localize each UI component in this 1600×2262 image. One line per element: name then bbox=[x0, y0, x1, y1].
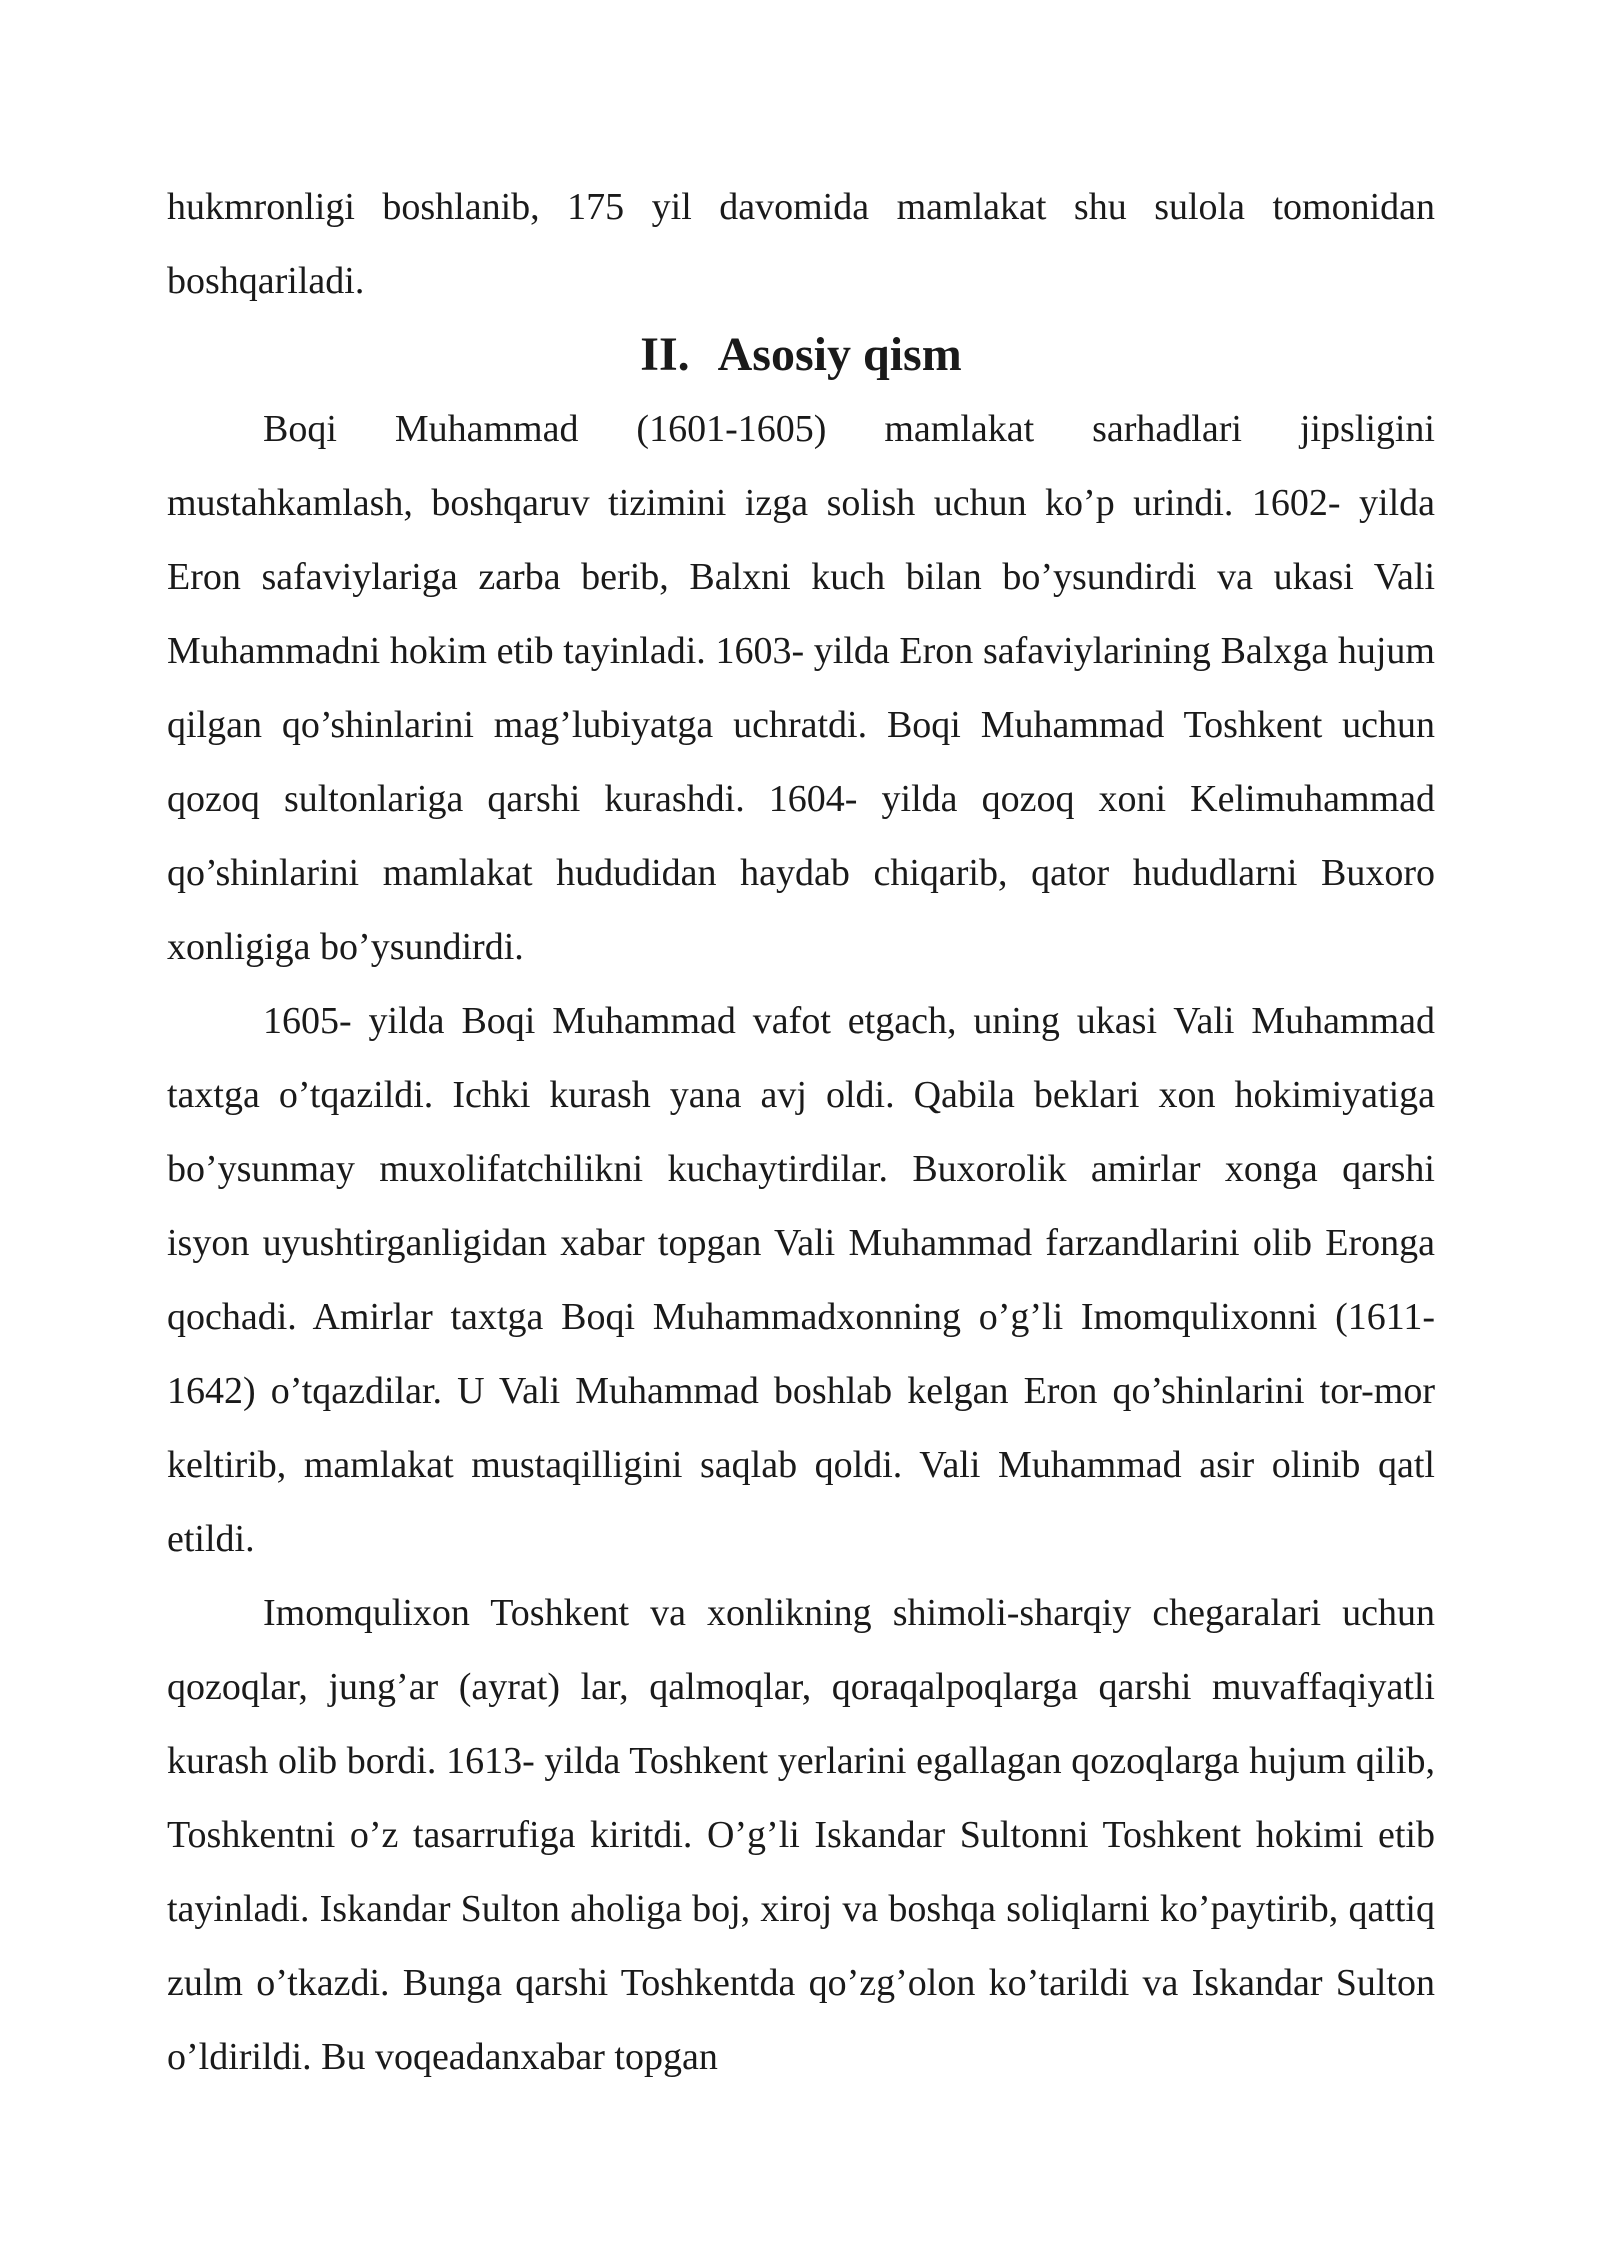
intro-paragraph: hukmronligi boshlanib, 175 yil davomida mamlakat shu sulola tomonidan boshqariladi. bbox=[167, 186, 1435, 302]
section-heading-number: II. bbox=[640, 328, 690, 381]
page-content bbox=[167, 170, 1435, 2094]
body-paragraph: Imomqulixon Toshkent va xonlikning shimoli-sharqiy chegaralari uchun qozoqlar, jung’ar (ayrat) lar, qalmoqlar, qoraqalpoqlarga qarshi muvaffaqiyatli kurash olib bordi. 1613- yilda Toshkent yerlarini egallagan qozoqlarga hujum qilib, Toshkentni o’z tasarrufiga kiritdi. O’g’li Iskandar Sultonni Toshkent hokimi etib tayinladi. Iskandar Sulton aholiga boj, xiroj va boshqa soliqlarni ko’paytirib, qattiq zulm o’tkazdi. Bunga qarshi Toshkentda qo’zg’olon ko’tarildi va Iskandar Sulton o’ldirildi. Bu voqeadanxabar topgan bbox=[167, 1592, 1435, 2078]
section-heading-title: Asosiy qism bbox=[717, 328, 962, 381]
body-paragraph: 1605- yilda Boqi Muhammad vafot etgach, uning ukasi Vali Muhammad taxtga o’tqazildi. Ichki kurash yana avj oldi. Qabila beklari xon hokimiyatiga bo’ysunmay muxolifatchilikni kuchaytirdilar. Buxorolik amirlar xonga qarshi isyon uyushtirganligidan xabar topgan Vali Muhammad farzandlarini olib Eronga qochadi. Amirlar taxtga Boqi Muhammadxonning o’g’li Imomqulixonni (1611-1642) o’tqazdilar. U Vali Muhammad boshlab kelgan Eron qo’shinlarini tor-mor keltirib, mamlakat mustaqilligini saqlab qoldi. Vali Muhammad asir olinib qatl etildi. bbox=[167, 1000, 1435, 1560]
section-heading bbox=[167, 318, 1435, 392]
body-paragraph: Boqi Muhammad (1601-1605) mamlakat sarhadlari jipsligini mustahkamlash, boshqaruv tizimini izga solish uchun ko’p urindi. 1602- yilda Eron safaviylariga zarba berib, Balxni kuch bilan bo’ysundirdi va ukasi Vali Muhammadni hokim etib tayinladi. 1603- yilda Eron safaviylarining Balxga hujum qilgan qo’shinlarini mag’lubiyatga uchratdi. Boqi Muhammad Toshkent uchun qozoq sultonlariga qarshi kurashdi. 1604- yilda qozoq xoni Kelimuhammad qo’shinlarini mamlakat hududidan haydab chiqarib, qator hududlarni Buxoro xonligiga bo’ysundirdi. bbox=[167, 408, 1435, 968]
